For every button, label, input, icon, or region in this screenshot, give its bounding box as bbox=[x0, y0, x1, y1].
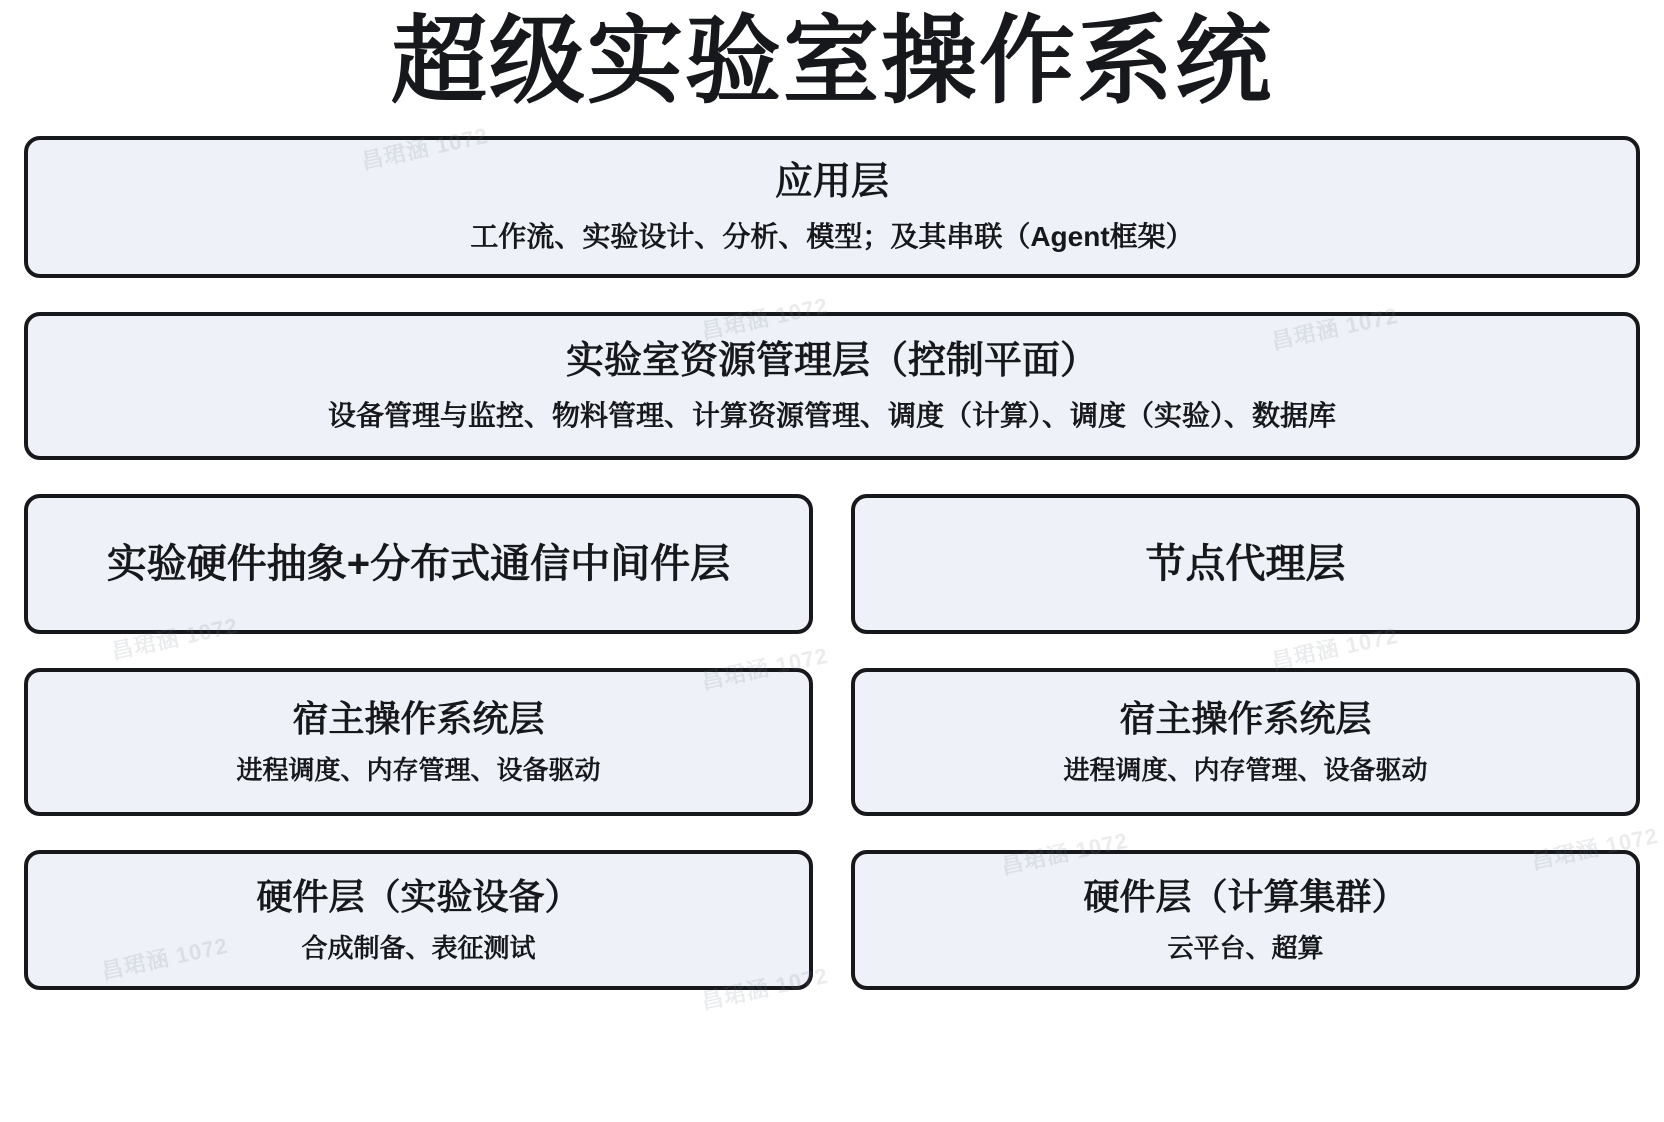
layer-application-sub: 工作流、实验设计、分析、模型；及其串联（Agent框架） bbox=[470, 220, 1194, 252]
layer-hardware-compute-heading: 硬件层（计算集群） bbox=[1083, 876, 1408, 918]
watermark-text: 昌珺涵 bbox=[699, 975, 772, 1015]
page-title: 超级实验室操作系统 bbox=[391, 8, 1273, 115]
layer-node-agent-heading: 节点代理层 bbox=[1145, 542, 1346, 586]
watermark-text: 昌珺涵 1072 bbox=[1269, 622, 1401, 675]
layer-hardware-lab-sub: 合成制备、表征测试 bbox=[301, 932, 536, 963]
layer-hardware-compute-sub: 云平台、超算 bbox=[1167, 932, 1324, 963]
layer-application-heading: 应用层 bbox=[774, 161, 889, 204]
layer-node-agent bbox=[851, 494, 1640, 634]
watermark-text: 昌珺涵 1072 bbox=[1529, 822, 1661, 875]
layer-host-os-left bbox=[24, 668, 813, 816]
layer-host-os-left-sub: 进程调度、内存管理、设备驱动 bbox=[236, 754, 601, 785]
layer-hardware-lab bbox=[24, 850, 813, 990]
layer-resource-management-heading: 实验室资源管理层（控制平面） bbox=[565, 340, 1098, 383]
layer-host-os-right bbox=[851, 668, 1640, 816]
layer-host-os-left-heading: 宿主操作系统层 bbox=[292, 698, 545, 740]
layer-hardware-compute bbox=[851, 850, 1640, 990]
layer-hardware-abstraction bbox=[24, 494, 813, 634]
layer-resource-management-sub: 设备管理与监控、物料管理、计算资源管理、调度（计算）、调度（实验）、数据库 bbox=[327, 399, 1336, 431]
watermark-text: 1072 bbox=[773, 642, 831, 679]
layer-host-os-right-sub: 进程调度、内存管理、设备驱动 bbox=[1063, 754, 1428, 785]
architecture-diagram bbox=[0, 2, 1664, 1122]
layer-hardware-lab-heading: 硬件层（实验设备） bbox=[256, 876, 581, 918]
layer-resource-management bbox=[24, 312, 1640, 460]
layer-hardware-abstraction-heading: 实验硬件抽象+分布式通信中间件层 bbox=[106, 542, 731, 586]
layer-host-os-right-heading: 宿主操作系统层 bbox=[1119, 698, 1372, 740]
layer-application bbox=[24, 136, 1640, 278]
row-hardware bbox=[24, 850, 1640, 990]
watermark-text: 昌珺涵 1072 bbox=[109, 612, 241, 665]
row-host-os bbox=[24, 668, 1640, 816]
row-middleware bbox=[24, 494, 1640, 634]
